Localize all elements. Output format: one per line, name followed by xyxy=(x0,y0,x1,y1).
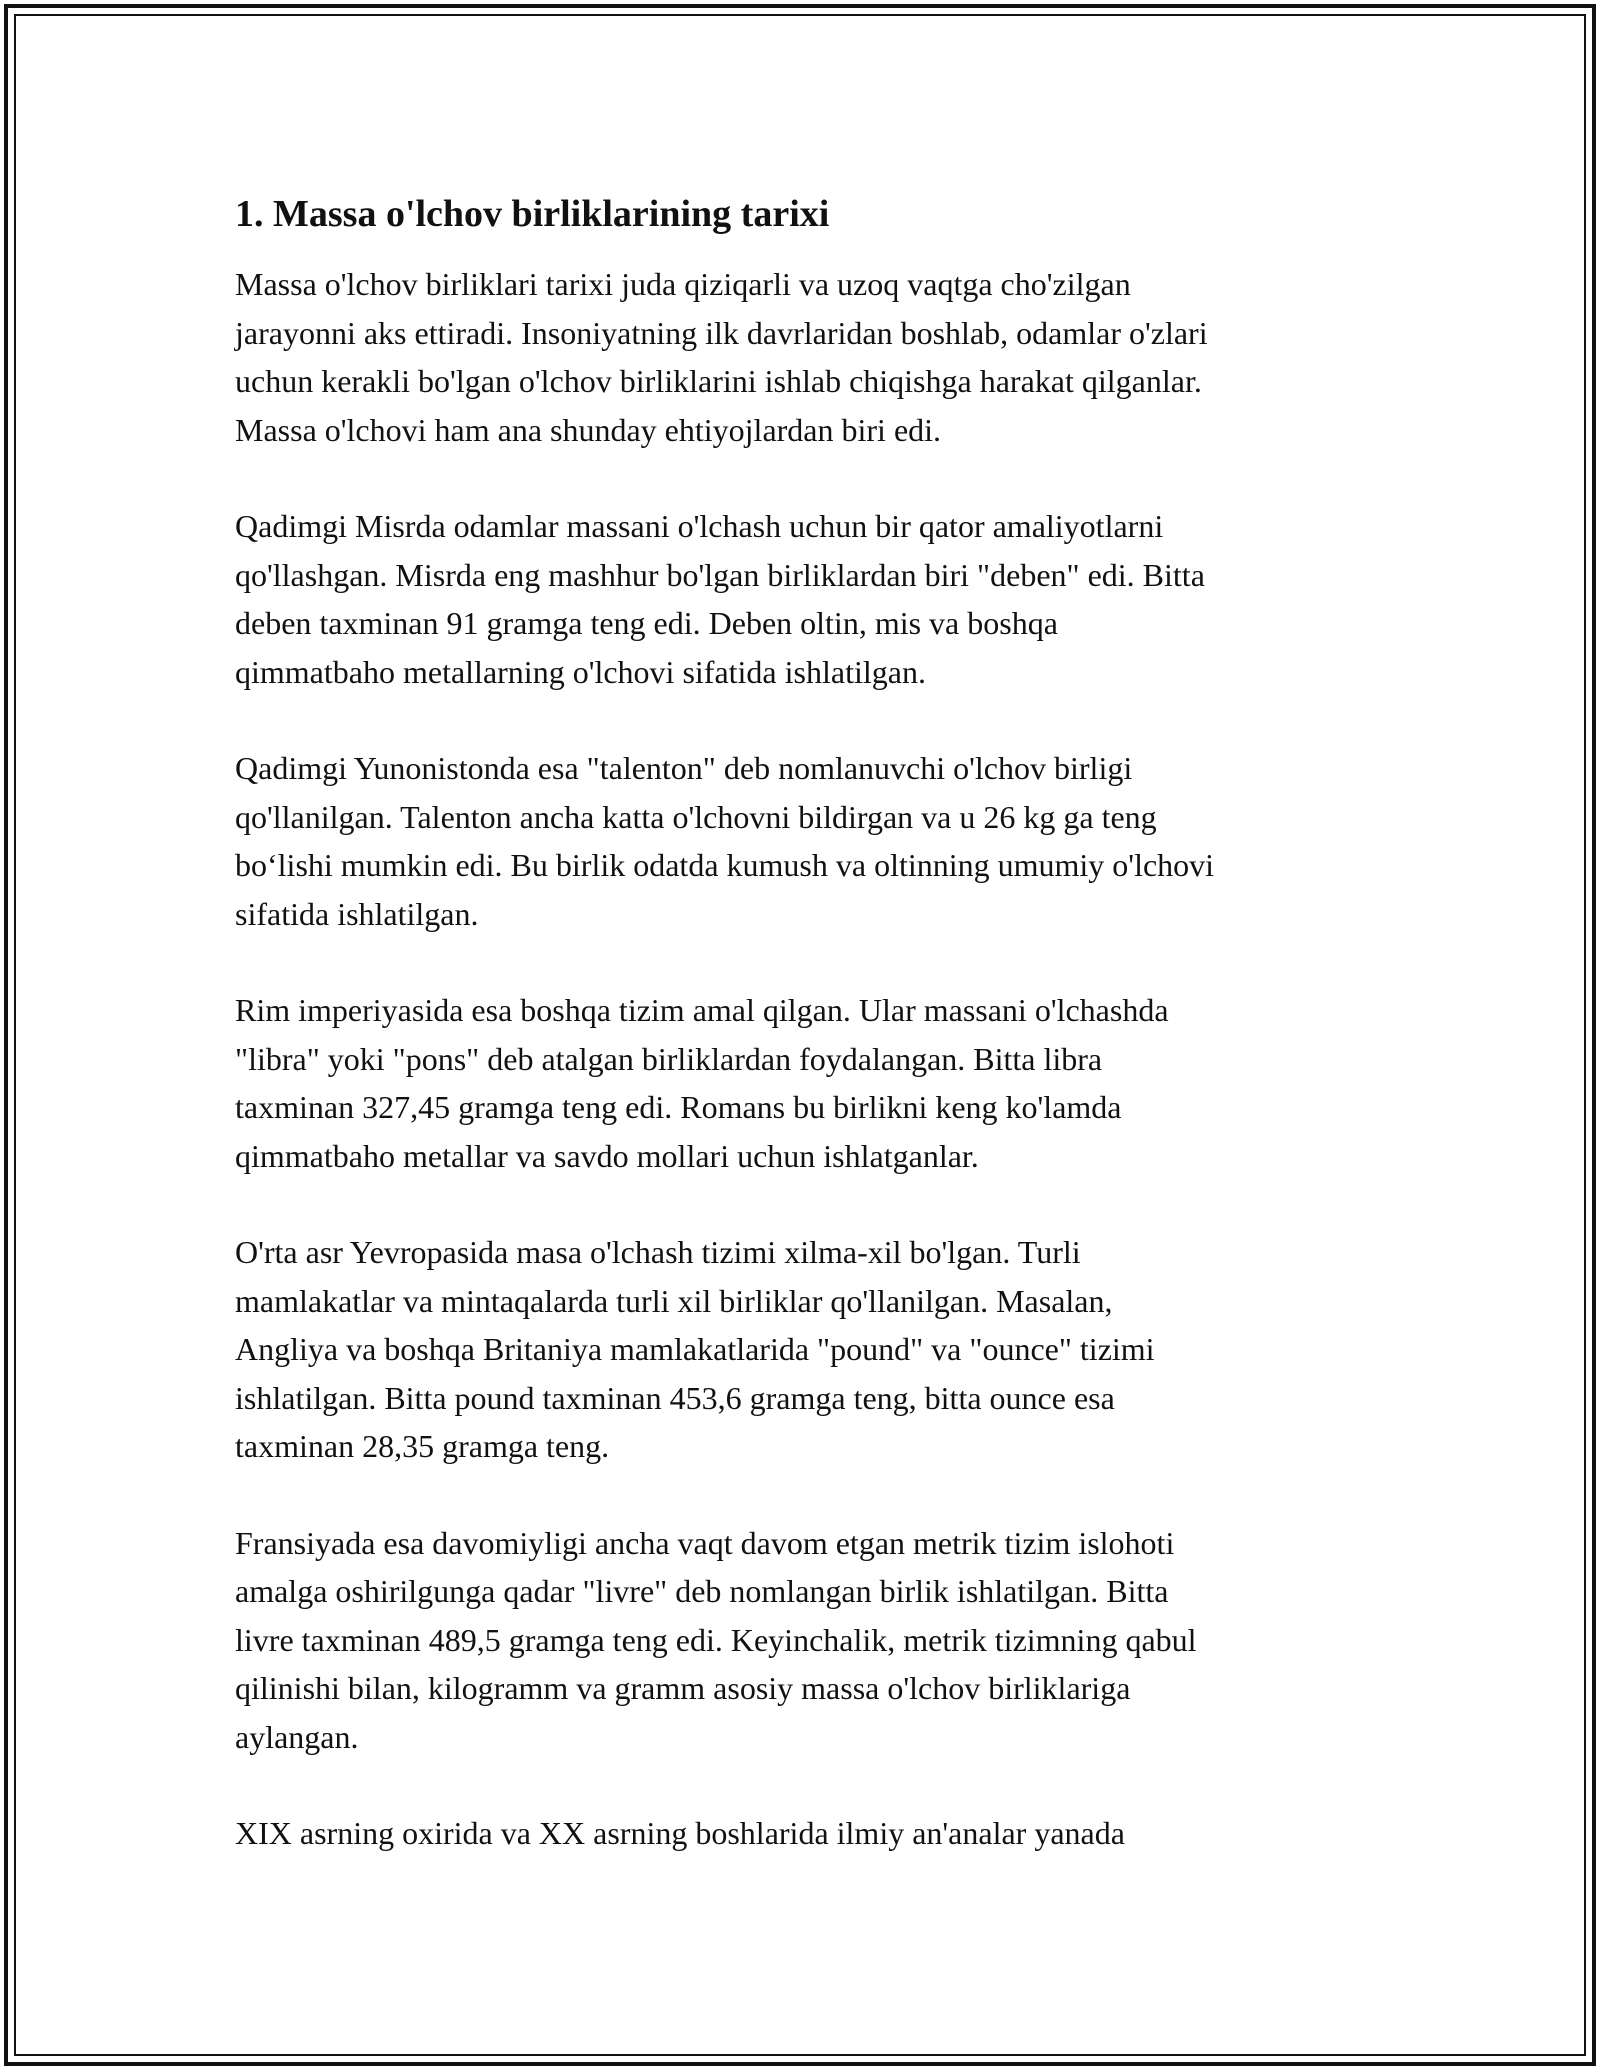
section-title: 1. Massa o'lchov birliklarining tarixi xyxy=(235,193,830,235)
paragraph-egypt: Qadimgi Misrda odamlar massani o'lchash uchun bir qator amaliyotlarni qo'llashgan. Misrda eng mashhur bo'lgan birliklardan biri "deben" edi. Bitta deben taxminan 91 gramga teng edi. Deben oltin, mis va boshqa qimmatbaho metallarning o'lchovi sifatida ishlatilgan. xyxy=(235,508,1205,690)
document-body xyxy=(235,190,1375,1906)
paragraph-greece: Qadimgi Yunonistonda esa "talenton" deb nomlanuvchi o'lchov birligi qo'llanilgan. Talenton ancha katta o'lchovni bildirgan va u 26 kg ga teng bo‘lishi mumkin edi. Bu birlik odatda kumush va oltinning umumiy o'lchovi sifatida ishlatilgan. xyxy=(235,750,1215,932)
paragraph-rome: Rim imperiyasida esa boshqa tizim amal qilgan. Ular massani o'lchashda "libra" yoki "pons" deb atalgan birliklardan foydalangan. Bitta libra taxminan 327,45 gramga teng edi. Romans bu birlikni keng ko'lamda qimmatbaho metallar va savdo mollari uchun ishlatganlar. xyxy=(235,992,1169,1174)
paragraph-medieval-europe: O'rta asr Yevropasida masa o'lchash tizimi xilma-xil bo'lgan. Turli mamlakatlar va mintaqalarda turli xil birliklar qo'llanilgan. Masalan, Angliya va boshqa Britaniya mamlakatlarida "pound" va "ounce" tizimi ishlatilgan. Bitta pound taxminan 453,6 gramga teng, bitta ounce esa taxminan 28,35 gramga teng. xyxy=(235,1234,1155,1464)
paragraph-intro: Massa o'lchov birliklari tarixi juda qiziqarli va uzoq vaqtga cho'zilgan jarayonni aks ettiradi. Insoniyatning ilk davrlaridan boshlab, odamlar o'zlari uchun kerakli bo'lgan o'lchov birliklarini ishlab chiqishga harakat qilganlar. Massa o'lchovi ham ana shunday ehtiyojlardan biri edi. xyxy=(235,266,1208,448)
paragraph-france: Fransiyada esa davomiyligi ancha vaqt davom etgan metrik tizim islohoti amalga oshirilgunga qadar "livre" deb nomlangan birlik ishlatilgan. Bitta livre taxminan 489,5 gramga teng edi. Keyinchalik, metrik tizimning qabul qilinishi bilan, kilogramm va gramm asosiy massa o'lchov birliklariga aylangan. xyxy=(235,1524,1197,1755)
paragraph-modern: XIX asrning oxirida va XX asrning boshlarida ilmiy an'analar yanada xyxy=(235,1815,1125,1851)
